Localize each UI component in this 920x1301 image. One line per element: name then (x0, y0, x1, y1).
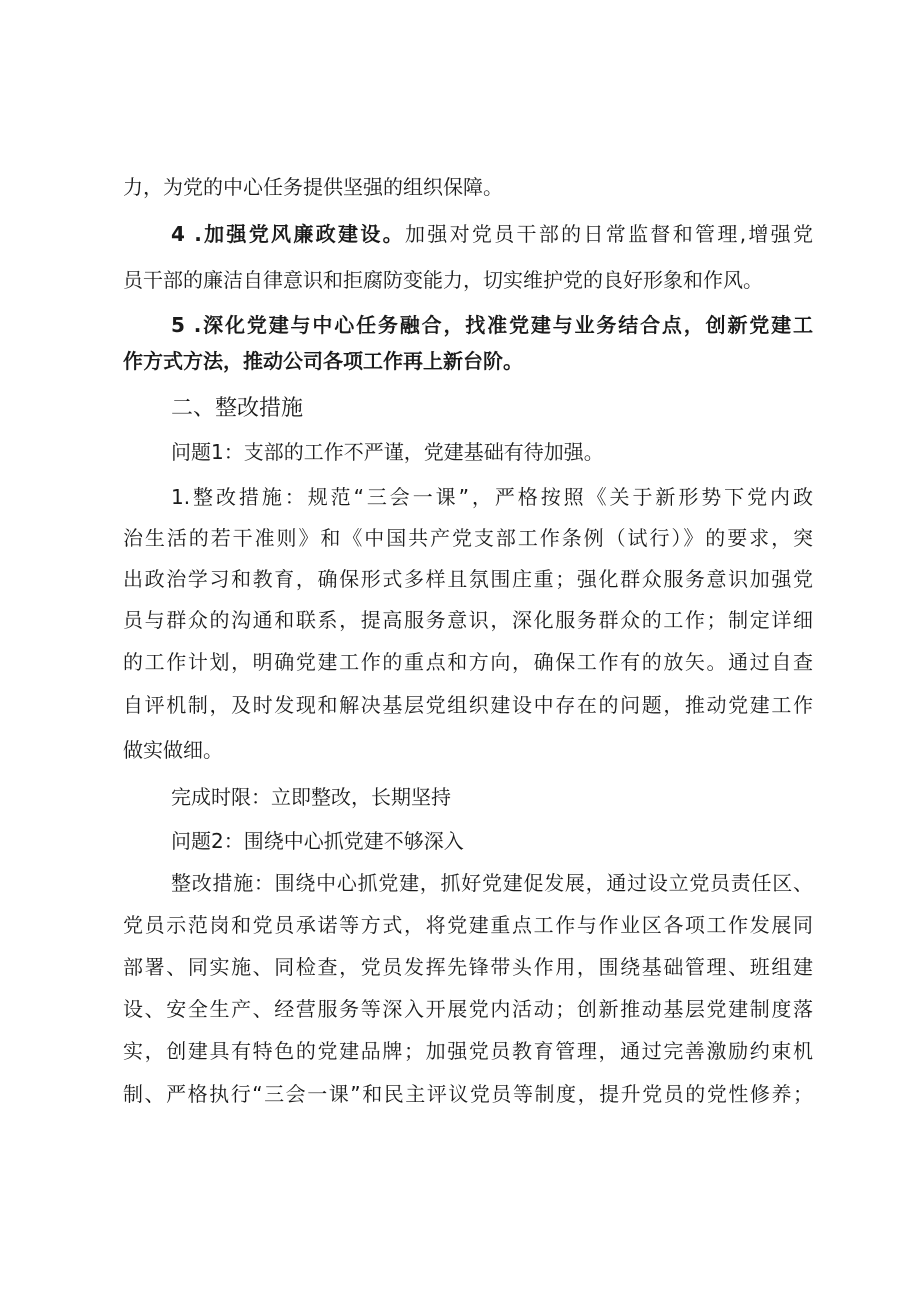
paragraph-line: 整改措施：围绕中心抓党建，抓好党建促发展，通过设立党员责任区、 (171, 871, 813, 895)
paragraph-line: 做实做细。 (123, 738, 223, 762)
paragraph-line: 实，创建具有特色的党建品牌；加强党员教育管理，通过完善激励约束机 (123, 1039, 813, 1063)
paragraph-line: 员干部的廉洁自律意识和拒腐防变能力，切实维护党的良好形象和作风。 (123, 268, 763, 292)
paragraph-line (171, 217, 813, 251)
item-text: 加强对党员干部的日常监督和管理,增强党 (404, 222, 813, 246)
paragraph-line: 1.整改措施：规范“三会一课”，严格按照《关于新形势下党内政 (171, 485, 813, 509)
paragraph-line: 员与群众的沟通和联系，提高服务意识，深化服务群众的工作；制定详细 (123, 608, 813, 632)
paragraph-line: 完成时限：立即整改，长期坚持 (171, 785, 451, 809)
paragraph-line: 出政治学习和教育，确保形式多样且氛围庄重；强化群众服务意识加强党 (123, 567, 813, 591)
paragraph-line: 制、严格执行“三会一课”和民主评议党员等制度，提升党员的党性修养； (123, 1082, 813, 1106)
paragraph-line: 设、安全生产、经营服务等深入开展党内活动；创新推动基层党建制度落 (123, 997, 813, 1021)
paragraph-line: 作方式方法，推动公司各项工作再上新台阶。 (123, 349, 523, 373)
paragraph-line: 部署、同实施、同检查，党员发挥先锋带头作用，围绕基础管理、班组建 (123, 955, 813, 979)
paragraph-line: 党员示范岗和党员承诺等方式，将党建重点工作与作业区各项工作发展同 (123, 913, 813, 937)
item-heading: 4 .加强党风廉政建设。 (171, 222, 405, 246)
paragraph-line: 问题1：支部的工作不严谨，党建基础有待加强。 (171, 440, 604, 464)
paragraph-line: 问题2：围绕中心抓党建不够深入 (171, 829, 464, 853)
paragraph-line: 5 .深化党建与中心任务融合，找准党建与业务结合点，创新党建工 (171, 313, 813, 337)
paragraph-line: 自评机制，及时发现和解决基层党组织建设中存在的问题，推动党建工作 (123, 693, 813, 717)
section-heading: 二、整改措施 (171, 396, 304, 421)
paragraph-line: 的工作计划，明确党建工作的重点和方向，确保工作有的放矢。通过自查 (123, 650, 813, 674)
paragraph-line: 力，为党的中心任务提供坚强的组织保障。 (123, 175, 503, 199)
paragraph-line: 治生活的若干准则》和《中国共产党支部工作条例（试行）》的要求，突 (123, 526, 813, 550)
